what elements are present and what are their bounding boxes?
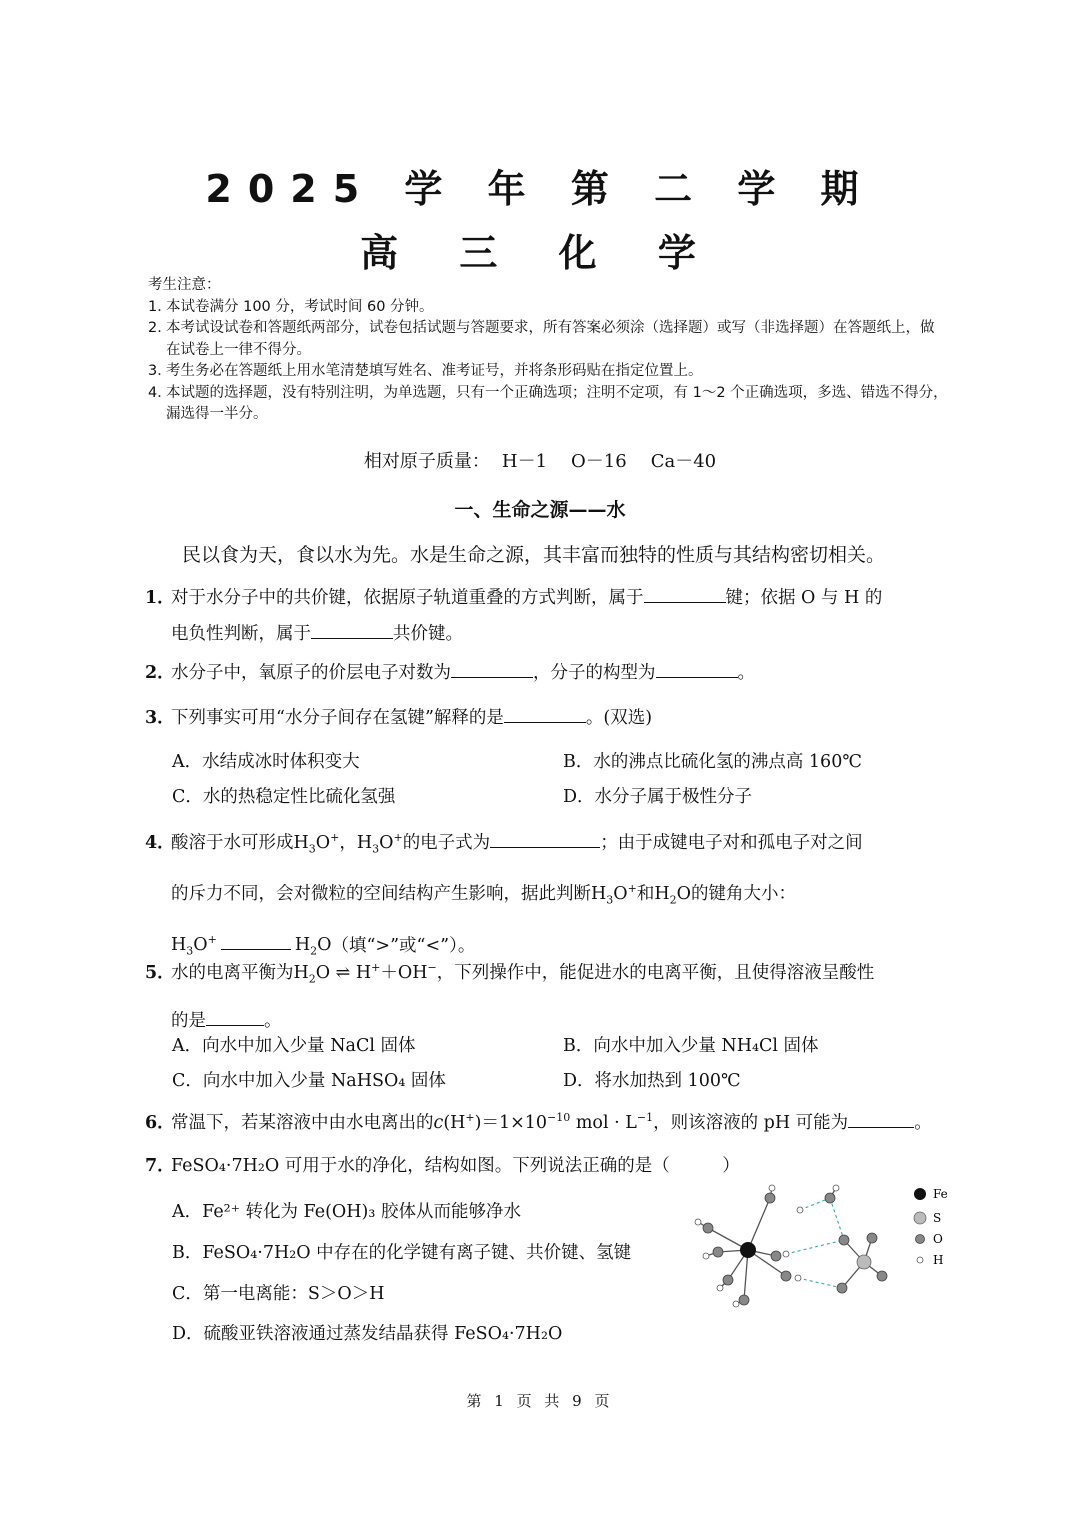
answer-blank[interactable] <box>451 659 533 678</box>
question-text: 对于水分子中的共价键，依据原子轨道重叠的方式判断，属于 <box>171 588 644 608</box>
question-text: 。(双选) <box>585 708 653 728</box>
page-number-footer: 第 1 页 共 9 页 <box>466 1392 614 1410</box>
answer-blank[interactable] <box>206 1007 264 1026</box>
legend-o-marker <box>916 1235 925 1244</box>
legend-fe-marker <box>914 1188 926 1200</box>
question-text: ，分子的构型为 <box>533 663 656 683</box>
option-d[interactable]: D．将水加热到 100℃ <box>563 1071 741 1091</box>
option-c[interactable]: C．向水中加入少量 NaHSO₄ 固体 <box>172 1071 446 1091</box>
legend-o-label: O <box>933 1232 943 1246</box>
option-b[interactable]: B．水的沸点比硫化氢的沸点高 160℃ <box>563 752 862 772</box>
question-text: ，下列操作中，能促进水的电离平衡，且使得溶液呈酸性 <box>436 962 875 983</box>
notice-item-text: 考生务必在答题纸上用水笔清楚填写姓名、准考证号，并将条形码贴在指定位置上。 <box>166 363 703 379</box>
question-text: 下列事实可用“水分子间存在氢键”解释的是 <box>171 708 504 728</box>
formula-h3o-plus: $H_3O^+$ <box>591 882 637 907</box>
question-number: 4． <box>145 832 175 853</box>
question-1 <box>145 580 945 652</box>
question-text: 酸溶于水可形成 <box>171 832 294 853</box>
notice-item-number: 3． <box>148 363 172 379</box>
answer-blank[interactable] <box>644 584 726 603</box>
option-b[interactable]: B．向水中加入少量 NH₄Cl 固体 <box>563 1036 819 1056</box>
legend-fe-label: Fe <box>933 1187 948 1201</box>
question-number: 2． <box>145 663 175 683</box>
notice-item-number: 4． <box>148 384 172 401</box>
formula-h3o-plus: $H_3O^+$ <box>356 831 403 856</box>
option-a[interactable]: A．水结成冰时体积变大 <box>172 752 360 772</box>
notice-item <box>148 383 948 426</box>
question-6 <box>145 1100 945 1141</box>
answer-blank[interactable] <box>311 620 393 639</box>
question-text: 。 <box>264 1011 282 1032</box>
question-text: 共价键。 <box>393 624 463 644</box>
legend-h-marker <box>917 1257 923 1263</box>
legend-s-marker <box>914 1212 926 1224</box>
question-text: FeSO₄·7H₂O 可用于水的净化，结构如图。下列说法正确的是（ ） <box>171 1156 740 1176</box>
option-c[interactable]: C．第一电离能：S＞O＞H <box>172 1284 385 1304</box>
option-a[interactable]: A．Fe²⁺ 转化为 Fe(OH)₃ 胶体从而能够净水 <box>172 1202 521 1222</box>
question-text: 的键角大小： <box>690 884 796 905</box>
notice-item-text: 本试题的选择题，没有特别注明，为单选题，只有一个正确选项；注明不定项，有 1～2 个正确选项，多选、错选不得分，漏选得一半分。 <box>166 384 948 422</box>
question-text: 的斥力不同，会对微粒的空间结构产生影响，据此判断 <box>171 884 591 905</box>
legend-s-label: S <box>933 1211 942 1225</box>
question-text: 的电子式为 <box>402 832 491 853</box>
oxygen-atoms <box>703 1193 887 1305</box>
question-text: 键；依据 O 与 H 的 <box>725 588 883 608</box>
option-b[interactable]: B．FeSO₄·7H₂O 中存在的化学键有离子键、共价键、氢键 <box>172 1243 632 1263</box>
hydrogen-bonds <box>786 1198 844 1288</box>
question-3 <box>145 700 945 736</box>
question-number: 1． <box>145 588 175 608</box>
question-number: 5． <box>145 962 175 983</box>
question-5 <box>145 947 945 1042</box>
question-text: 水分子中，氧原子的价层电子对数为 <box>171 663 451 683</box>
answer-blank[interactable] <box>504 704 586 723</box>
answer-blank[interactable] <box>848 1109 914 1128</box>
question-7 <box>145 1148 945 1184</box>
answer-blank[interactable] <box>656 659 738 678</box>
notice-item-text: 本试卷满分 100 分，考试时间 60 分钟。 <box>166 298 434 315</box>
question-text: 的是 <box>171 1011 206 1032</box>
atomic-mass-value: Ca－40 <box>650 451 717 472</box>
formula-h3o-plus: $H_3O^+$ <box>171 933 217 958</box>
question-number: 7． <box>145 1156 175 1176</box>
feso4-7h2o-structure-figure <box>680 1180 960 1320</box>
structure-bonds <box>698 1188 882 1304</box>
section-title: 一、生命之源——水 <box>454 499 626 521</box>
notice-item <box>148 318 948 361</box>
option-a[interactable]: A．向水中加入少量 NaCl 固体 <box>172 1036 416 1056</box>
question-text: （填“>”或“<”）。 <box>331 935 476 956</box>
legend-h-label: H <box>933 1253 944 1267</box>
notice-heading: 考生注意： <box>148 277 221 293</box>
iron-atom <box>740 1242 756 1258</box>
equilibrium-equation: $H_2O$ ⇌ H+＋OH− <box>293 961 437 986</box>
atomic-mass-value: O－16 <box>571 451 627 472</box>
atomic-mass-label: 相对原子质量： <box>363 451 490 472</box>
notice-item-number: 2． <box>148 320 172 336</box>
question-text: mol · L <box>575 1112 637 1133</box>
question-text: ；由于成键电子对和孤电子对之间 <box>600 832 863 853</box>
unit-exponent: −1 <box>636 1111 654 1124</box>
question-text: ，则该溶液的 pH 可能为 <box>653 1112 849 1133</box>
option-d[interactable]: D．水分子属于极性分子 <box>563 787 753 807</box>
question-number: 6． <box>145 1112 175 1133</box>
question-text: 水的电离平衡为 <box>171 962 294 983</box>
question-number: 3． <box>145 708 175 728</box>
relative-atomic-mass <box>0 447 1080 473</box>
section-intro: 民以食为天，食以水为先。水是生命之源，其丰富而独特的性质与其结构密切相关。 <box>182 544 886 566</box>
exam-subject-title: 高 三 化 学 <box>360 231 720 275</box>
question-text: ， <box>339 832 357 853</box>
question-text: 常温下，若某溶液中由水电离出的 <box>171 1112 434 1133</box>
concentration-expression: $c(H^+)=1\times 10^{-10}$ <box>433 1111 571 1133</box>
question-text: 和 <box>636 884 655 905</box>
question-text: 电负性判断，属于 <box>171 624 311 644</box>
atomic-mass-value: H－1 <box>501 451 548 472</box>
candidate-notice <box>148 275 948 426</box>
option-c[interactable]: C．水的热稳定性比硫化氢强 <box>172 787 396 807</box>
sulfur-atom <box>857 1255 871 1269</box>
exam-term-title: 2025 学 年 第 二 学 期 <box>205 167 875 211</box>
formula-h2o: $H_2O$ <box>294 935 332 958</box>
question-text: 。 <box>737 663 755 683</box>
notice-item-text: 本考试设试卷和答题纸两部分，试卷包括试题与答题要求，所有答案必须涂（选择题）或写（非选择题）在答题纸上，做在试卷上一律不得分。 <box>166 320 935 358</box>
question-2 <box>145 655 945 691</box>
notice-item-number: 1． <box>148 298 172 315</box>
notice-item <box>148 361 948 383</box>
formula-h3o-plus: $H_3O^+$ <box>293 831 340 856</box>
formula-h2o: $H_2O$ <box>654 884 691 907</box>
option-d[interactable]: D．硫酸亚铁溶液通过蒸发结晶获得 FeSO₄·7H₂O <box>172 1324 563 1344</box>
answer-blank[interactable] <box>490 829 600 848</box>
question-text: 。 <box>914 1112 932 1133</box>
notice-item <box>148 297 948 319</box>
